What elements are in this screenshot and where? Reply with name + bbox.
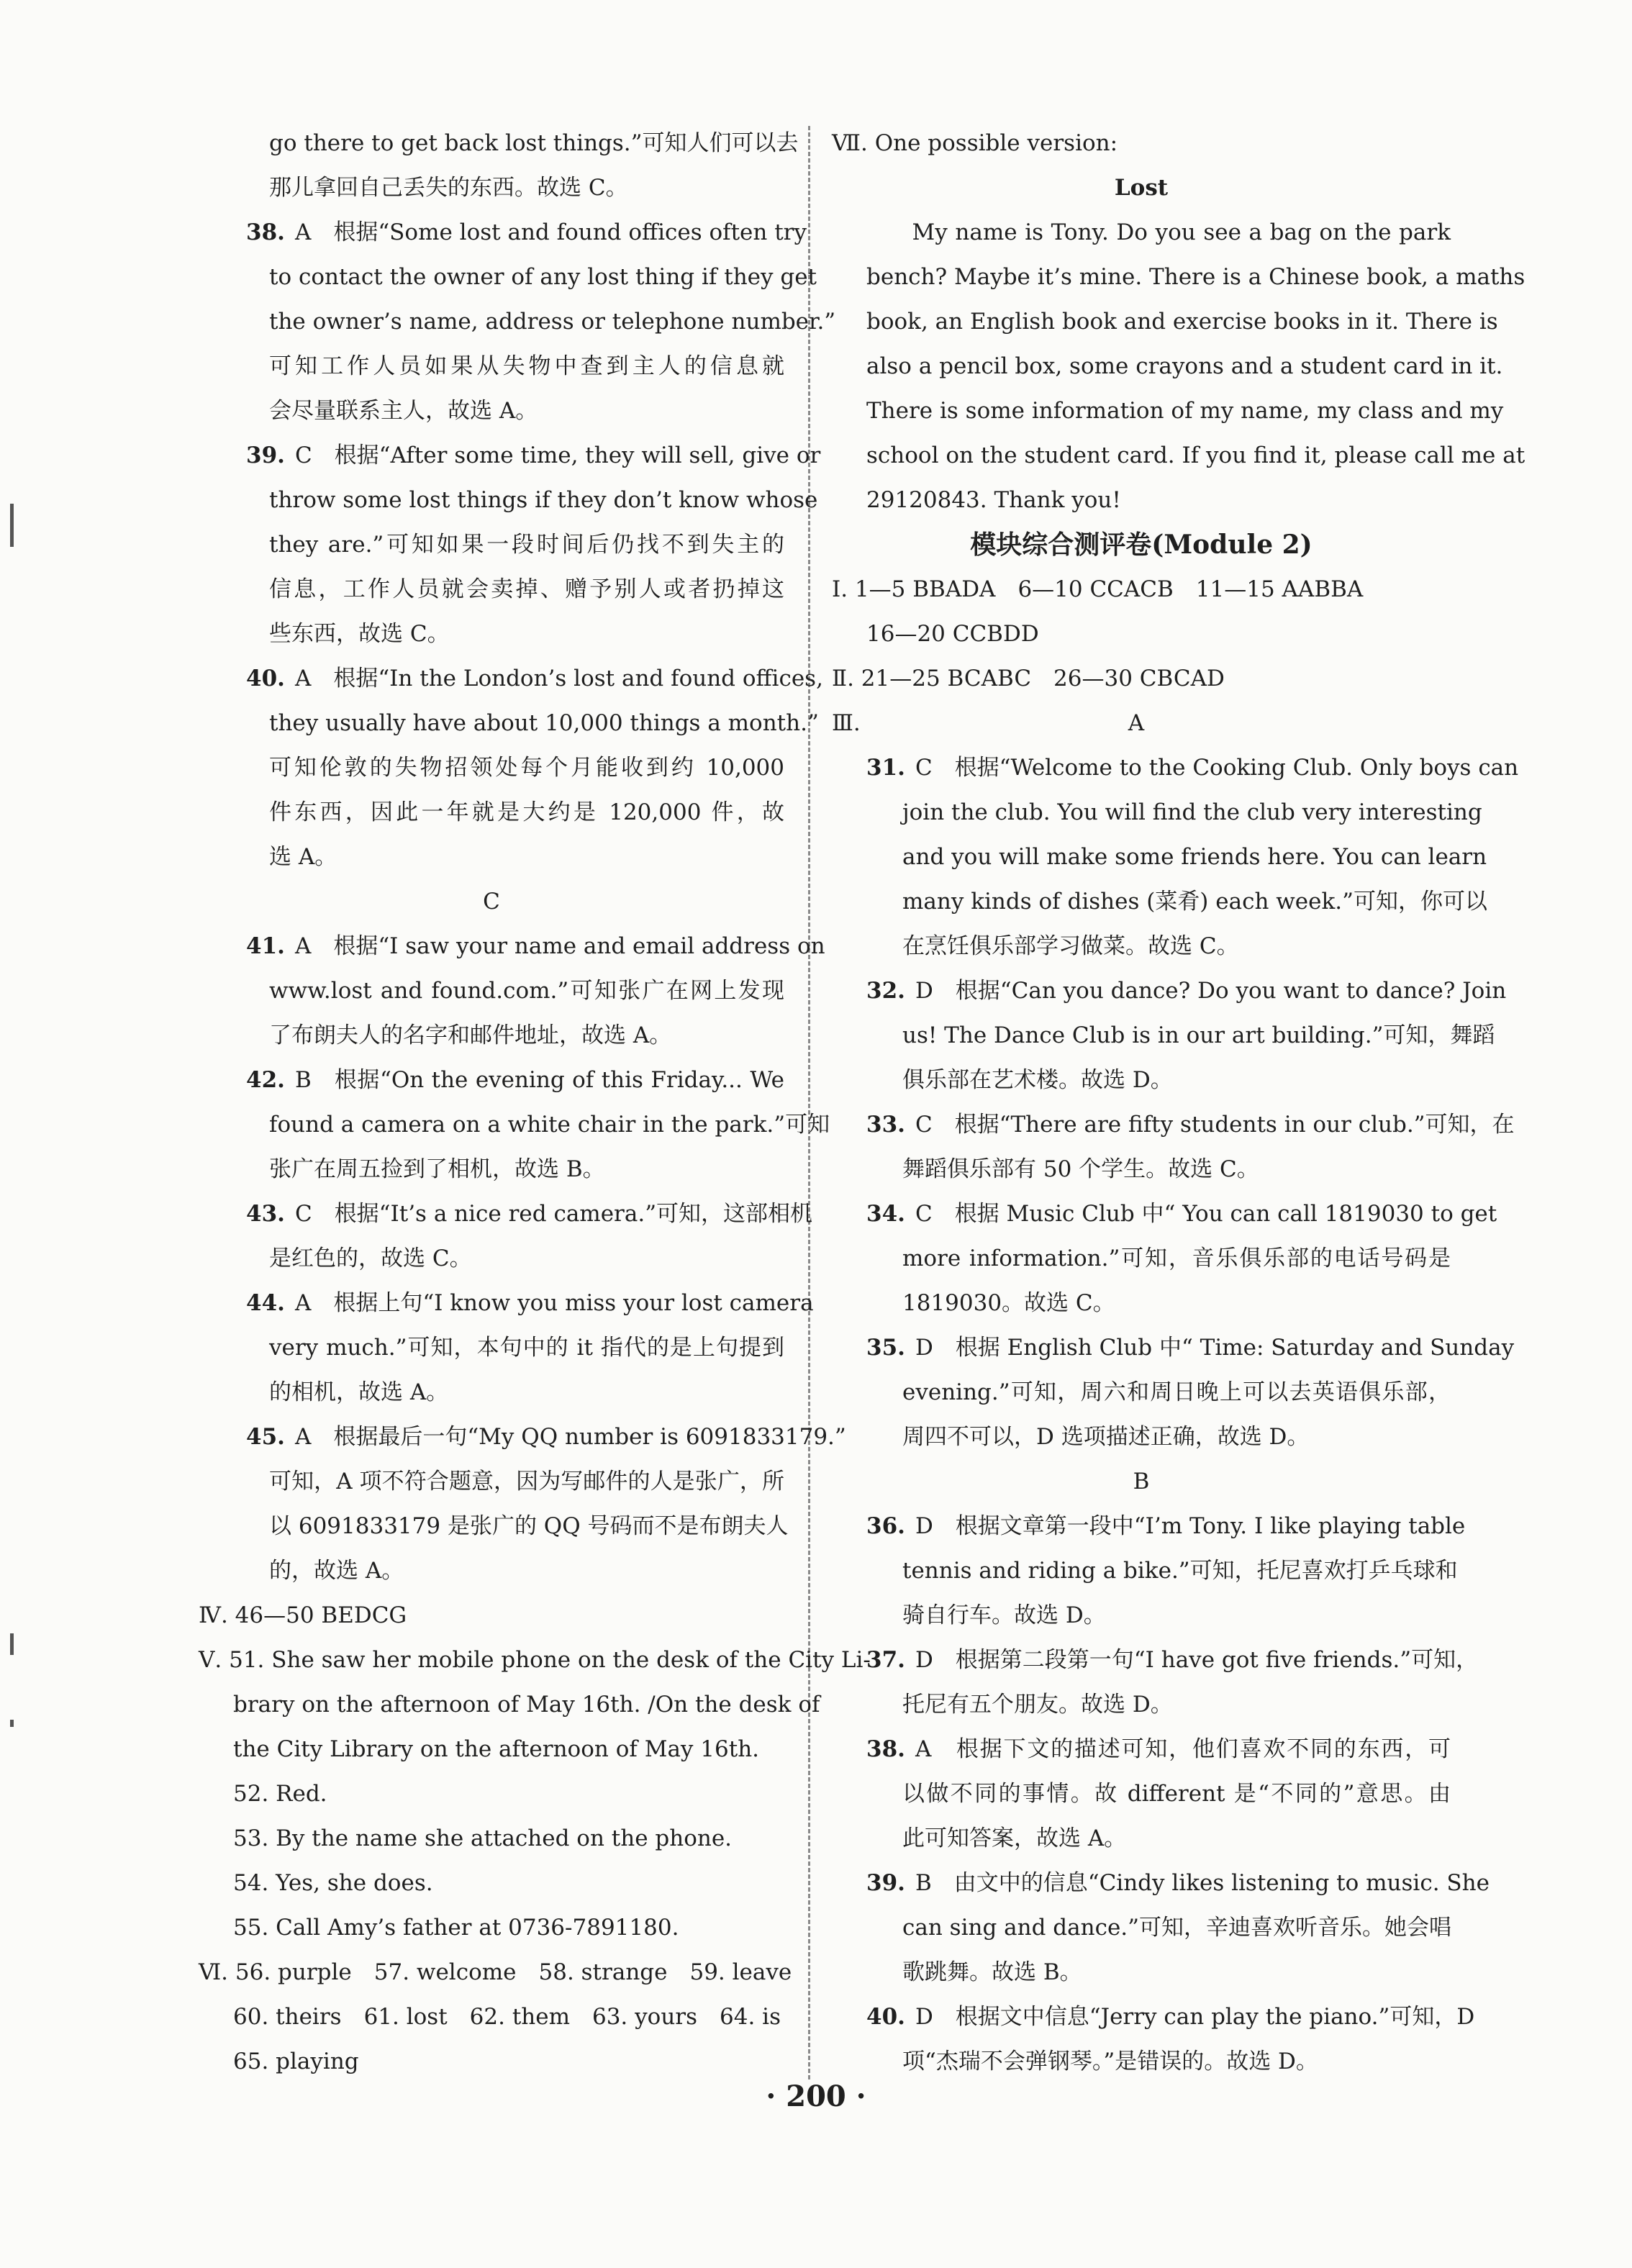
text-line bbox=[199, 210, 807, 255]
line-text: C bbox=[483, 889, 500, 915]
line-text: A 根据下文的描述可知，他们喜欢不同的东西，可 bbox=[915, 1736, 1451, 1762]
text-line bbox=[832, 1370, 1451, 1415]
text-line bbox=[832, 1772, 1451, 1816]
text-line bbox=[199, 522, 784, 567]
text-line bbox=[832, 210, 1451, 255]
text-line bbox=[199, 567, 784, 612]
line-text: 项“杰瑞不会弹钢琴。”是错误的。故选 D。 bbox=[902, 2049, 1318, 2074]
text-line bbox=[199, 478, 818, 522]
question-number: 38. bbox=[866, 1736, 905, 1762]
line-text: Ⅶ. One possible version: bbox=[832, 130, 1118, 156]
line-text: C 根据“After some time, they will sell, give or bbox=[294, 443, 821, 468]
line-text: many kinds of dishes (菜肴) each week.”可知，你可以 bbox=[902, 889, 1487, 915]
text-line bbox=[832, 433, 1526, 478]
text-line bbox=[199, 879, 784, 924]
text-line bbox=[832, 255, 1526, 299]
line-text: B bbox=[1133, 1469, 1150, 1494]
scan-mark bbox=[10, 1633, 14, 1655]
line-text: C 根据“It’s a nice red camera.”可知，这部相机 bbox=[294, 1201, 813, 1227]
line-text: 54. Yes, she does. bbox=[233, 1870, 433, 1896]
text-line bbox=[199, 344, 784, 389]
line-text: C 根据 Music Club 中“ You can call 1819030 to get bbox=[915, 1201, 1497, 1227]
line-text: 的，故选 A。 bbox=[269, 1558, 404, 1584]
text-line bbox=[199, 1905, 784, 1950]
line-text: A 根据“In the London’s lost and found offices, bbox=[294, 666, 823, 691]
line-text: 1819030。故选 C。 bbox=[902, 1290, 1115, 1316]
line-text: 歌跳舞。故选 B。 bbox=[902, 1959, 1082, 1985]
line-text: 52. Red. bbox=[233, 1781, 327, 1807]
text-line bbox=[199, 165, 784, 210]
text-line bbox=[832, 522, 1451, 567]
text-line bbox=[199, 790, 784, 835]
line-text: can sing and dance.”可知，辛迪喜欢听音乐。她会唱 bbox=[902, 1915, 1451, 1941]
scan-mark bbox=[10, 504, 14, 547]
text-line bbox=[832, 1905, 1451, 1950]
line-text: tennis and riding a bike.”可知，托尼喜欢打乒乓球和 bbox=[902, 1558, 1458, 1584]
line-text: D 根据 English Club 中“ Time: Saturday and Sunday bbox=[915, 1335, 1515, 1361]
question-number: 31. bbox=[866, 755, 905, 781]
line-text: throw some lost things if they don’t know whose bbox=[269, 487, 818, 513]
line-text: A 根据“I saw your name and email address on bbox=[294, 933, 825, 959]
line-text: www.lost and found.com.”可知张广在网上发现 bbox=[269, 978, 784, 1004]
line-text: B 由文中的信息“Cindy likes listening to music. She bbox=[915, 1870, 1490, 1896]
line-text: 29120843. Thank you! bbox=[866, 487, 1121, 513]
text-line bbox=[199, 656, 823, 701]
text-line bbox=[199, 1459, 784, 1504]
line-text: 些东西，故选 C。 bbox=[269, 621, 450, 647]
text-line bbox=[832, 121, 1451, 165]
line-text: A 根据最后一句“My QQ number is 6091833179.” bbox=[294, 1424, 846, 1450]
text-line bbox=[199, 701, 819, 745]
question-number: 39. bbox=[866, 1870, 905, 1896]
text-line bbox=[199, 835, 784, 879]
question-number: 40. bbox=[866, 2004, 905, 2030]
text-line bbox=[832, 1950, 1451, 1995]
line-text: more information.”可知，音乐俱乐部的电话号码是 bbox=[902, 1246, 1451, 1271]
text-line bbox=[832, 299, 1498, 344]
line-text: they usually have about 10,000 things a month.” bbox=[269, 710, 819, 736]
text-line bbox=[199, 1102, 830, 1147]
question-number: 42. bbox=[246, 1067, 285, 1093]
text-line bbox=[832, 924, 1451, 969]
text-line bbox=[199, 1370, 784, 1415]
line-text: 件东西，因此一年就是大约是 120,000 件，故 bbox=[269, 799, 784, 825]
text-line bbox=[832, 835, 1487, 879]
line-text: 可知伦敦的失物招领处每个月能收到约 10,000 bbox=[269, 755, 784, 781]
line-text: 周四不可以，D 选项描述正确，故选 D。 bbox=[902, 1424, 1310, 1450]
question-number: 33. bbox=[866, 1112, 905, 1138]
line-text: evening.”可知，周六和周日晚上可以去英语俱乐部， bbox=[902, 1379, 1451, 1405]
text-line bbox=[199, 1325, 784, 1370]
line-text: Ⅱ. 21—25 BCABC 26—30 CBCAD bbox=[832, 666, 1225, 691]
line-text: There is some information of my name, my class and my bbox=[866, 398, 1504, 424]
text-line bbox=[199, 1147, 784, 1192]
line-text: 可知工作人员如果从失物中查到主人的信息就 bbox=[269, 353, 784, 379]
text-line bbox=[832, 1548, 1458, 1593]
line-text: join the club. You will find the club very interesting bbox=[902, 799, 1482, 825]
line-text: 骑自行车。故选 D。 bbox=[902, 1602, 1106, 1628]
text-line bbox=[199, 433, 821, 478]
text-line bbox=[832, 1013, 1495, 1058]
text-line bbox=[199, 389, 784, 433]
text-line bbox=[832, 1102, 1515, 1147]
text-line bbox=[832, 1459, 1451, 1504]
line-text: us! The Dance Club is in our art building.”可知，舞蹈 bbox=[902, 1022, 1495, 1048]
line-text: B 根据“On the evening of this Friday... We bbox=[294, 1067, 784, 1093]
line-text: A 根据上句“I know you miss your lost camera bbox=[294, 1290, 814, 1316]
text-line bbox=[199, 1281, 814, 1325]
text-line bbox=[832, 790, 1482, 835]
text-line bbox=[199, 1013, 784, 1058]
line-text: go there to get back lost things.”可知人们可以去 bbox=[269, 130, 799, 156]
line-text: 托尼有五个朋友。故选 D。 bbox=[902, 1692, 1173, 1718]
text-line bbox=[199, 1548, 784, 1593]
line-text: the City Library on the afternoon of May 16th. bbox=[233, 1736, 760, 1762]
text-line bbox=[832, 1192, 1497, 1236]
text-line bbox=[832, 1325, 1515, 1370]
text-line bbox=[199, 1638, 871, 1682]
line-text: the owner’s name, address or telephone number.” bbox=[269, 309, 836, 335]
text-line bbox=[832, 969, 1507, 1013]
question-number: 39. bbox=[246, 443, 285, 468]
text-line bbox=[199, 924, 825, 969]
line-text: A 根据“Some lost and found offices often try bbox=[294, 219, 807, 245]
line-text: and you will make some friends here. You can learn bbox=[902, 844, 1487, 870]
line-text: 16—20 CCBDD bbox=[866, 621, 1039, 647]
text-line bbox=[832, 1995, 1475, 2039]
line-text: 以 6091833179 是张广的 QQ 号码而不是布朗夫人 bbox=[269, 1513, 789, 1539]
line-text: Ⅳ. 46—50 BEDCG bbox=[199, 1602, 407, 1628]
line-text: 信息，工作人员就会卖掉、赠予别人或者扔掉这 bbox=[269, 576, 784, 602]
line-text: 55. Call Amy’s father at 0736-7891180. bbox=[233, 1915, 679, 1941]
line-text: book, an English book and exercise books in it. There is bbox=[866, 309, 1498, 335]
line-text: D 根据文章第一段中“I’m Tony. I like playing table bbox=[915, 1513, 1466, 1539]
text-line bbox=[832, 1727, 1451, 1772]
text-line bbox=[199, 121, 799, 165]
line-text: also a pencil box, some crayons and a student card in it. bbox=[866, 353, 1503, 379]
text-line bbox=[199, 969, 784, 1013]
line-text: 60. theirs 61. lost 62. them 63. yours 64. is bbox=[233, 2004, 781, 2030]
line-text: 模块综合测评卷(Module 2) bbox=[970, 530, 1313, 560]
line-text: 张广在周五捡到了相机，故选 B。 bbox=[269, 1156, 605, 1182]
text-line bbox=[832, 1504, 1466, 1548]
line-text: 是红色的，故选 C。 bbox=[269, 1246, 472, 1271]
line-text: 俱乐部在艺术楼。故选 D。 bbox=[902, 1067, 1173, 1093]
question-number: 40. bbox=[246, 666, 285, 691]
right-column bbox=[832, 121, 1526, 2084]
text-line bbox=[199, 1415, 846, 1459]
question-number: 32. bbox=[866, 978, 905, 1004]
line-text: 了布朗夫人的名字和邮件地址，故选 A。 bbox=[269, 1022, 672, 1048]
line-text: 此可知答案，故选 A。 bbox=[902, 1825, 1127, 1851]
text-line bbox=[199, 1772, 784, 1816]
text-line bbox=[832, 478, 1451, 522]
text-line bbox=[199, 1995, 784, 2039]
text-line bbox=[199, 2039, 784, 2084]
text-line bbox=[832, 344, 1503, 389]
text-line bbox=[199, 1950, 792, 1995]
text-line bbox=[832, 1147, 1451, 1192]
line-text: 以做不同的事情。故 different 是“不同的”意思。由 bbox=[902, 1781, 1451, 1807]
text-line bbox=[832, 1593, 1451, 1638]
text-line bbox=[832, 2039, 1451, 2084]
text-line bbox=[832, 1682, 1451, 1727]
line-text: Ⅲ. A bbox=[832, 710, 1145, 736]
line-text: Ⅰ. 1—5 BBADA 6—10 CCACB 11—15 AABBA bbox=[832, 576, 1364, 602]
text-line bbox=[832, 879, 1487, 924]
text-line bbox=[199, 1058, 784, 1102]
line-text: brary on the afternoon of May 16th. /On the desk of bbox=[233, 1692, 820, 1718]
text-line bbox=[199, 745, 784, 790]
line-text: very much.”可知，本句中的 it 指代的是上句提到 bbox=[269, 1335, 784, 1361]
line-text: bench? Maybe it’s mine. There is a Chinese book, a maths bbox=[866, 264, 1526, 290]
text-line bbox=[832, 745, 1519, 790]
text-line bbox=[832, 1236, 1451, 1281]
question-number: 38. bbox=[246, 219, 285, 245]
text-line bbox=[832, 1816, 1451, 1861]
line-text: school on the student card. If you find it, please call me at bbox=[866, 443, 1526, 468]
line-text: to contact the owner of any lost thing if they get bbox=[269, 264, 817, 290]
text-line bbox=[199, 1861, 784, 1905]
line-text: 舞蹈俱乐部有 50 个学生。故选 C。 bbox=[902, 1156, 1259, 1182]
line-text: 可知，A 项不符合题意，因为写邮件的人是张广，所 bbox=[269, 1469, 784, 1494]
text-line bbox=[199, 299, 836, 344]
page-number: · 200 · bbox=[766, 2079, 866, 2113]
question-number: 41. bbox=[246, 933, 285, 959]
left-column bbox=[199, 121, 871, 2084]
question-number: 43. bbox=[246, 1201, 285, 1227]
line-text: 会尽量联系主人，故选 A。 bbox=[269, 398, 538, 424]
text-line bbox=[832, 1638, 1479, 1682]
line-text: D 根据“Can you dance? Do you want to dance? Join bbox=[915, 978, 1507, 1004]
text-line bbox=[199, 612, 784, 656]
line-text: Lost bbox=[1114, 175, 1169, 201]
line-text: 在烹饪俱乐部学习做菜。故选 C。 bbox=[902, 933, 1239, 959]
line-text: D 根据第二段第一句“I have got five friends.”可知， bbox=[915, 1647, 1479, 1673]
line-text: found a camera on a white chair in the park.”可知 bbox=[269, 1112, 830, 1138]
line-text: Ⅵ. 56. purple 57. welcome 58. strange 59. leave bbox=[199, 1959, 792, 1985]
text-line bbox=[832, 1861, 1490, 1905]
text-line bbox=[199, 1236, 784, 1281]
text-line bbox=[832, 567, 1451, 612]
text-line bbox=[199, 1682, 820, 1727]
text-line bbox=[199, 1727, 784, 1772]
line-text: 选 A。 bbox=[269, 844, 337, 870]
text-line bbox=[832, 165, 1451, 210]
line-text: C 根据“Welcome to the Cooking Club. Only boys can bbox=[915, 755, 1519, 781]
text-line bbox=[199, 1593, 784, 1638]
question-number: 35. bbox=[866, 1335, 905, 1361]
scan-mark bbox=[10, 1720, 14, 1727]
line-text: D 根据文中信息“Jerry can play the piano.”可知，D bbox=[915, 2004, 1475, 2030]
text-line bbox=[199, 1504, 789, 1548]
text-line bbox=[832, 1058, 1451, 1102]
line-text: 的相机，故选 A。 bbox=[269, 1379, 449, 1405]
question-number: 36. bbox=[866, 1513, 905, 1539]
line-text: My name is Tony. Do you see a bag on the park bbox=[866, 219, 1451, 245]
text-line bbox=[832, 389, 1504, 433]
line-text: C 根据“There are fifty students in our club.”可知，在 bbox=[915, 1112, 1515, 1138]
line-text: 65. playing bbox=[233, 2049, 359, 2074]
text-line bbox=[832, 1415, 1451, 1459]
text-line bbox=[199, 1816, 784, 1861]
line-text: Ⅴ. 51. She saw her mobile phone on the desk of the City Li- bbox=[199, 1647, 871, 1673]
question-number: 44. bbox=[246, 1290, 285, 1316]
text-line bbox=[832, 701, 1451, 745]
text-line bbox=[832, 1281, 1451, 1325]
question-number: 34. bbox=[866, 1201, 905, 1227]
text-line bbox=[199, 1192, 813, 1236]
question-number: 45. bbox=[246, 1424, 285, 1450]
line-text: 那儿拿回自己丢失的东西。故选 C。 bbox=[269, 175, 628, 201]
text-line bbox=[832, 656, 1451, 701]
question-number: 37. bbox=[866, 1647, 905, 1673]
text-line bbox=[832, 612, 1451, 656]
line-text: 53. By the name she attached on the phone. bbox=[233, 1825, 733, 1851]
text-line bbox=[199, 255, 817, 299]
line-text: they are.”可知如果一段时间后仍找不到失主的 bbox=[269, 532, 784, 558]
